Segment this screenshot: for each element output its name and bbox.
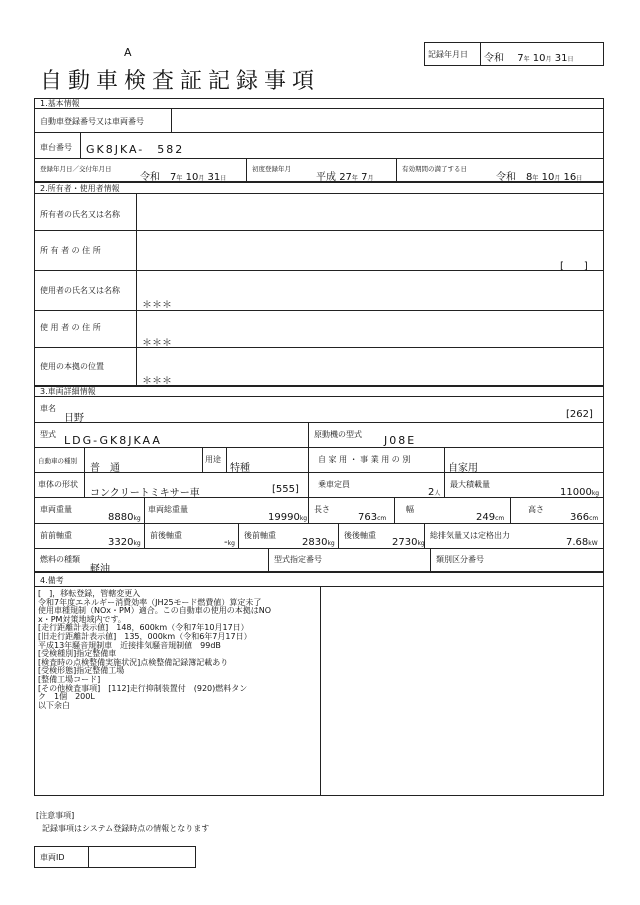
- rear-front-axle: 2830kg: [302, 537, 335, 548]
- reg-number-label: 自動車登録番号又は車両番号: [40, 117, 144, 126]
- kind: 普 通: [90, 463, 120, 474]
- make: 日野: [64, 413, 84, 424]
- fuel: 軽油: [90, 564, 110, 575]
- notes-text: 記録事項はシステム登録時点の情報となります: [42, 824, 210, 833]
- type-number-label: 型式指定番号: [274, 555, 322, 564]
- section2-title: 2.所有者・使用者情報: [40, 184, 120, 193]
- make-code: [262]: [566, 409, 593, 420]
- rear-front-axle-label: 後前軸重: [244, 531, 276, 540]
- length-label: 長さ: [314, 505, 330, 514]
- page-title: 自動車検査証記録事項: [40, 69, 321, 94]
- user-name: ＊＊＊: [142, 300, 172, 311]
- class-number-label: 類別区分番号: [436, 555, 484, 564]
- notes-title: [注意事項]: [36, 811, 75, 820]
- weight-label: 車両重量: [40, 505, 72, 514]
- remark-line: 以下余白: [38, 700, 70, 710]
- body-shape: コンクリートミキサー車: [90, 488, 200, 499]
- remark-line: [走行距離計表示値] 148，600km（令和7年10月17日）: [38, 623, 249, 633]
- rear-rear-axle: 2730kg: [392, 537, 425, 548]
- length: 763cm: [358, 512, 387, 523]
- body-code: [555]: [272, 484, 299, 495]
- front-front-axle-label: 前前軸重: [40, 531, 72, 540]
- body-label: 車体の形状: [38, 480, 78, 489]
- owner-address-label: 所 有 者 の 住 所: [40, 246, 101, 255]
- owner-address-bracket: [ ]: [560, 261, 588, 272]
- user-address: ＊＊＊: [142, 338, 172, 349]
- engine-label: 原動機の型式: [314, 430, 362, 439]
- height: 366cm: [570, 512, 599, 523]
- vehicle-id-label: 車両ID: [40, 853, 65, 862]
- kind-label: 自動車の種別: [38, 457, 77, 465]
- max-load-label: 最大積載量: [450, 480, 490, 489]
- front-rear-axle: -kg: [224, 537, 235, 548]
- gross-weight-label: 車両総重量: [148, 505, 188, 514]
- record-date-label: 記録年月日: [428, 50, 468, 59]
- expiry-label: 有効期間の満了する日: [402, 165, 467, 173]
- base-location: ＊＊＊: [142, 376, 172, 387]
- record-date: 令和 7年 10月 31日: [484, 53, 574, 64]
- first-reg-label: 初度登録年月: [252, 165, 291, 173]
- section1-title: 1.基本情報: [40, 99, 80, 108]
- remark-line: 平成13年騒音規制車 近接排気騒音規制値 99dB: [38, 640, 221, 650]
- expiry-date: 令和 8年 10月 16日: [496, 172, 583, 183]
- issue-date-label: 登録年月日／交付年月日: [40, 165, 112, 173]
- purpose-label: 自 家 用 ・ 事 業 用 の 別: [318, 455, 411, 464]
- model-label: 型式: [40, 430, 56, 439]
- base-location-label: 使用の本拠の位置: [40, 362, 104, 371]
- chassis-number: GK8JKA- 582: [86, 143, 185, 156]
- weight: 8880kg: [108, 512, 141, 523]
- use: 特種: [230, 463, 250, 474]
- front-rear-axle-label: 前後軸重: [150, 531, 182, 540]
- document-mark: A: [124, 46, 132, 59]
- issue-date: 令和 7年 10月 31日: [140, 172, 227, 183]
- chassis-label: 車台番号: [40, 143, 72, 152]
- displacement: 7.68kW: [566, 537, 598, 548]
- first-reg-date: 平成 27年 7月: [316, 172, 374, 183]
- user-address-label: 使 用 者 の 住 所: [40, 323, 101, 332]
- rear-rear-axle-label: 後後軸重: [344, 531, 376, 540]
- remark-line: x・PM対策地域内です。: [38, 614, 126, 624]
- capacity: 2人: [428, 487, 441, 498]
- capacity-label: 乗車定員: [318, 480, 350, 489]
- section4-title: 4.備考: [40, 576, 64, 585]
- gross-weight: 19990kg: [268, 512, 308, 523]
- remark-line: 令和7年度エネルギー消費効率（JH25モード燃費値）算定未了: [38, 597, 262, 607]
- remark-line: [整備工場コード]: [38, 674, 101, 684]
- section3-title: 3.車両詳細情報: [40, 387, 96, 396]
- height-label: 高さ: [528, 505, 544, 514]
- remark-line: ク 1個 200L: [38, 692, 95, 702]
- remark-line: [検査時の点検整備実施状況]点検整備記録簿記載あり: [38, 657, 229, 667]
- remark-line: [受検種別]指定整備車: [38, 649, 117, 659]
- front-front-axle: 3320kg: [108, 537, 141, 548]
- remark-line: [ ]，移転登録，管轄変更入: [38, 589, 141, 598]
- engine-model: J08E: [384, 434, 417, 447]
- remark-line: 使用車種規制（NOx・PM）適合。この自動車の使用の本拠はNO: [38, 606, 272, 616]
- fuel-label: 燃料の種類: [40, 555, 80, 564]
- width: 249cm: [476, 512, 505, 523]
- remark-line: [旧走行距離計表示値] 135，000km（令和6年7月17日）: [38, 631, 252, 641]
- make-label: 車名: [40, 404, 56, 413]
- displacement-label: 総排気量又は定格出力: [430, 531, 510, 540]
- purpose: 自家用: [448, 463, 478, 474]
- remarks-list: [38, 590, 271, 710]
- max-load: 11000kg: [560, 487, 600, 498]
- remark-line: [受検形態]指定整備工場: [38, 666, 125, 676]
- remark-line: [その他検査事項] [112]走行抑制装置付 (920)燃料タン: [38, 683, 248, 693]
- width-label: 幅: [406, 505, 414, 514]
- owner-name-label: 所有者の氏名又は名称: [40, 210, 120, 219]
- user-name-label: 使用者の氏名又は名称: [40, 286, 120, 295]
- model: LDG-GK8JKAA: [64, 434, 162, 447]
- use-label: 用途: [205, 455, 221, 464]
